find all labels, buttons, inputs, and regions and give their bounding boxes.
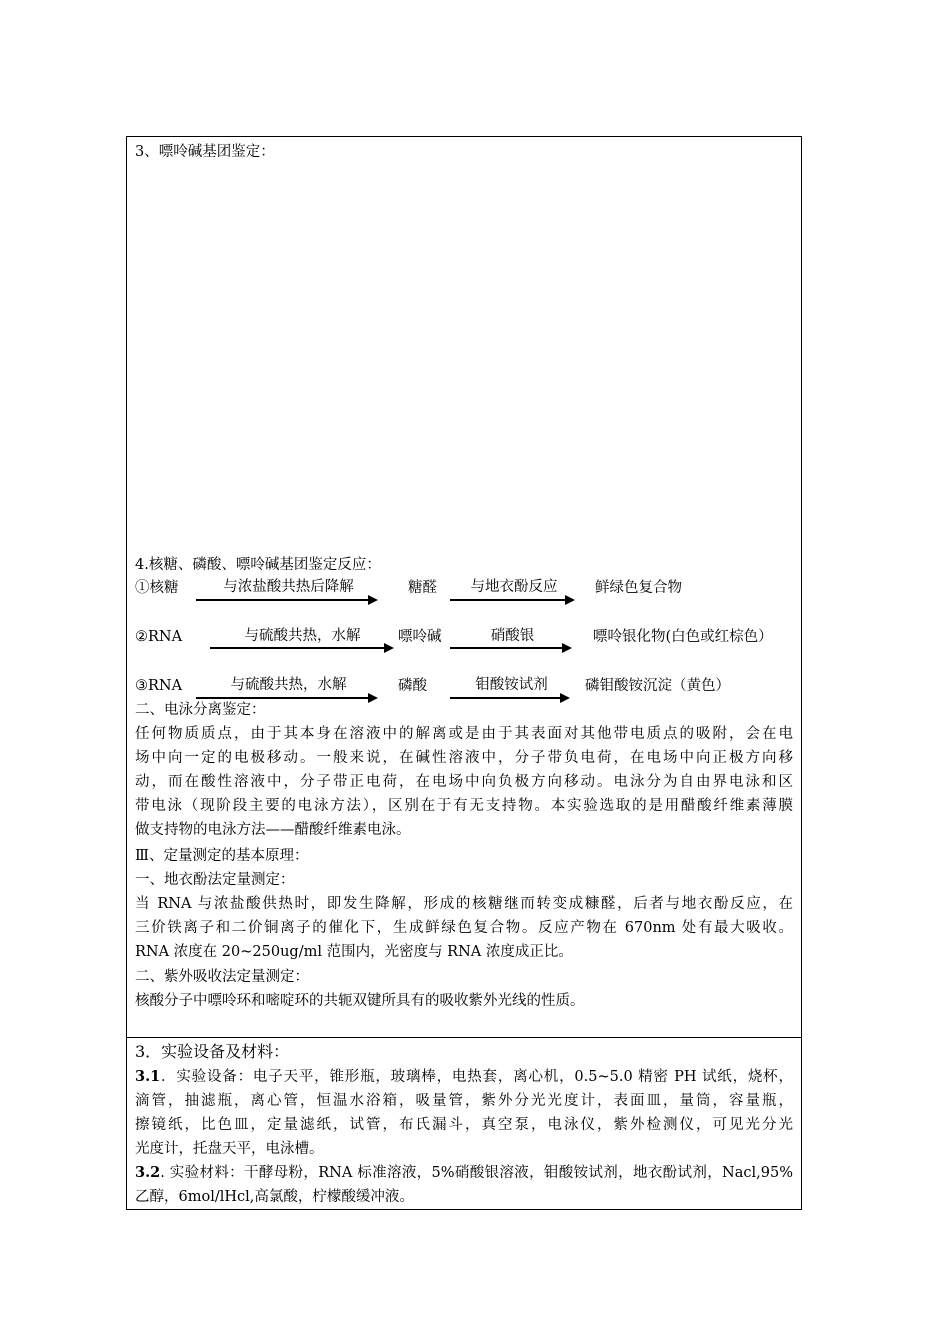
uv-line: 核酸分子中嘌呤环和嘧啶环的共轭双键所具有的吸收紫外光线的性质。 — [135, 993, 585, 1009]
reaction1-start: ①核糖 — [135, 580, 179, 596]
paragraph-line: 带电泳（现阶段主要的电泳方法），区别在于有无支持物。本实验选取的是用醋酸纤维素薄膜 — [135, 798, 793, 814]
reaction2-arrow2-icon — [450, 647, 570, 649]
reaction1-arrow2-icon — [450, 599, 573, 601]
reaction1-arrow1-icon — [196, 599, 376, 601]
item-number: 3.2 — [135, 1164, 161, 1181]
reaction3-mid: 磷酸 — [398, 678, 427, 694]
quant-title: Ⅲ、定量测定的基本原理： — [135, 848, 309, 864]
item-number: 3.1 — [135, 1068, 161, 1085]
purine-section-title: 3、嘌呤碱基团鉴定： — [135, 144, 275, 160]
electrophoresis-title: 二、电泳分离鉴定： — [135, 702, 266, 718]
reaction2-arrow2-label: 硝酸银 — [490, 628, 535, 644]
paragraph-line: 当 RNA 与浓盐酸供热时，即发生降解，形成的核糖继而转变成糠醛，后者与地衣酚反应，在 — [135, 896, 793, 912]
paragraph-line — [135, 1065, 793, 1089]
paragraph-line: 滴管，抽滤瓶，离心管，恒温水浴箱，吸量管，紫外分光光度计，表面皿，量筒，容量瓶， — [135, 1093, 793, 1109]
reaction1-end: 鲜绿色复合物 — [595, 580, 682, 596]
reaction2-mid: 嘌呤碱 — [398, 629, 442, 645]
paragraph-line: 动，而在酸性溶液中，分子带正电荷，在电场中向负极方向移动。电泳分为自由界电泳和区 — [135, 774, 793, 790]
item-text: . 实验材料：干酵母粉，RNA 标准溶液，5%硝酸银溶液，钼酸铵试剂，地衣酚试剂，Nacl,95% — [160, 1165, 793, 1181]
reaction3-start: ③RNA — [135, 678, 183, 694]
paragraph-line — [135, 1161, 793, 1185]
reaction1-mid: 糖醛 — [408, 580, 437, 596]
paragraph-line: 光度计，托盘天平，电泳槽。 — [135, 1141, 324, 1157]
materials-paragraph — [135, 1161, 793, 1209]
equipment-paragraph — [135, 1065, 793, 1161]
paragraph-line: 场中向一定的电极移动。一般来说，在碱性溶液中，分子带负电荷，在电场中向正极方向移 — [135, 750, 793, 766]
reaction3-arrow1-label: 与硫酸共热，水解 — [230, 677, 347, 693]
reaction3-arrow2-icon — [450, 697, 568, 699]
reaction2-arrow1-label: 与硫酸共热，水解 — [244, 628, 361, 644]
paragraph-line: 做支持物的电泳方法——醋酸纤维素电泳。 — [135, 822, 411, 838]
paragraph-line: 任何物质质点，由于其本身在溶液中的解离或是由于其表面对其他带电质点的吸附，会在电 — [135, 726, 793, 742]
paragraph-line: RNA 浓度在 20~250ug/ml 范围内，光密度与 RNA 浓度成正比。 — [135, 944, 573, 960]
orcinol-title: 一、地衣酚法定量测定： — [135, 872, 295, 888]
reaction3-arrow2-label: 钼酸铵试剂 — [475, 677, 548, 693]
item-text: ．实验设备：电子天平，锥形瓶，玻璃棒，电热套，离心机，0.5~5.0 精密 PH 试纸，烧杯， — [160, 1069, 793, 1085]
reaction2-arrow1-icon — [210, 647, 392, 649]
paragraph-line: 乙醇，6mol/lHcl,高氯酸，柠檬酸缓冲液。 — [135, 1189, 414, 1205]
table-row-divider — [126, 1037, 802, 1038]
orcinol-paragraph — [135, 892, 793, 964]
paragraph-line: 擦镜纸，比色皿，定量滤纸，试管，布氏漏斗，真空泵，电泳仪，紫外检测仪，可见光分光 — [135, 1117, 793, 1133]
paragraph-line: 三价铁离子和二价铜离子的催化下，生成鲜绿色复合物。反应产物在 670nm 处有最大吸收。 — [135, 920, 793, 936]
reaction1-arrow2-label: 与地衣酚反应 — [470, 579, 558, 595]
reaction3-end: 磷钼酸铵沉淀（黄色） — [585, 678, 730, 694]
reactions-title: 4.核糖、磷酸、嘌呤碱基团鉴定反应： — [135, 557, 381, 573]
electrophoresis-paragraph — [135, 722, 793, 842]
reaction2-end: 嘌呤银化物(白色或红棕色） — [593, 629, 773, 645]
equipment-section-title: 3．实验设备及材料： — [135, 1042, 290, 1061]
reaction2-start: ②RNA — [135, 629, 183, 645]
uv-title: 二、紫外吸收法定量测定： — [135, 969, 309, 985]
reaction1-arrow1-label: 与浓盐酸共热后降解 — [223, 579, 354, 595]
